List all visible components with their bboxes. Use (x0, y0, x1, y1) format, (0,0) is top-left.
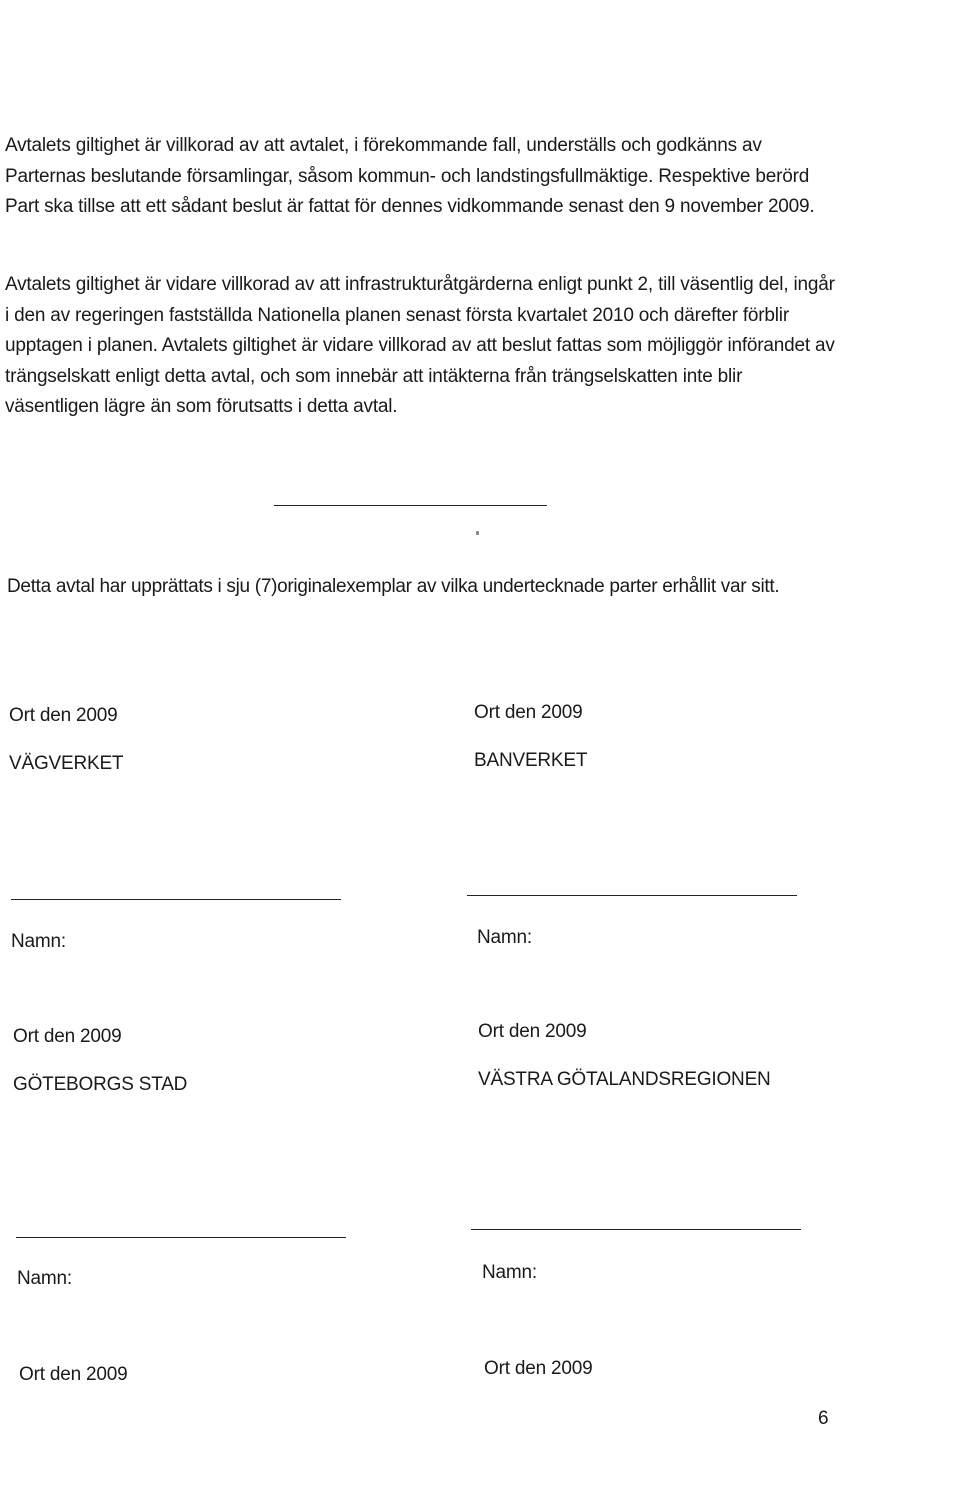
signature-place-date-goteborgs-stad: Ort den 2009 (13, 1026, 122, 1047)
copies-paragraph: Detta avtal har upprättats i sju (7)originalexemplar av vilka undertecknade parter erhållit var sitt. (7, 576, 780, 597)
signature-party-vagverket: VÄGVERKET (9, 753, 124, 774)
signature-line-banverket (467, 895, 797, 896)
page-number: 6 (818, 1408, 829, 1429)
signature-party-banverket: BANVERKET (474, 750, 588, 771)
signature-name-label-banverket: Namn: (477, 927, 532, 948)
signature-place-date-vagverket: Ort den 2009 (9, 705, 118, 726)
signature-place-date-vgr: Ort den 2009 (478, 1021, 587, 1042)
signature-line-goteborgs-stad (16, 1237, 346, 1238)
signature-place-date-5: Ort den 2009 (19, 1364, 128, 1385)
signature-line-vgr (471, 1229, 801, 1230)
signature-line-vagverket (11, 899, 341, 900)
validity-paragraph-approval: Avtalets giltighet är villkorad av att avtalet, i förekommande fall, underställs och godkänns av Parternas beslutande församlingar, såsom kommun- och landstingsfullmäktige. Respektive berörd Part ska tillse att ett sådant beslut är fattat för dennes vidkommande senast den 9 november 2009. (5, 135, 815, 217)
scan-speck (476, 531, 479, 535)
signature-place-date-banverket: Ort den 2009 (474, 702, 583, 723)
signature-name-label-vgr: Namn: (482, 1262, 537, 1283)
signature-name-label-vagverket: Namn: (11, 931, 66, 952)
signature-name-label-goteborgs-stad: Namn: (17, 1268, 72, 1289)
section-divider (274, 505, 547, 506)
signature-party-goteborgs-stad: GÖTEBORGS STAD (13, 1074, 188, 1095)
validity-paragraph-infrastructure: Avtalets giltighet är vidare villkorad av att infrastrukturåtgärderna enligt punkt 2, till väsentlig del, ingår i den av regeringen fastställda Nationella planen senast första kvartalet 2010 och därefter förblir upptagen i planen. Avtalets giltighet är vidare villkorad av att beslut fattas som möjliggör införandet av trängselskatt enligt detta avtal, och som innebär att intäkterna från trängselskatten inte blir väsentligen lägre än som förutsatts i detta avtal. (5, 274, 835, 417)
signature-place-date-6: Ort den 2009 (484, 1358, 593, 1379)
signature-party-vgr: VÄSTRA GÖTALANDSREGIONEN (478, 1069, 771, 1090)
